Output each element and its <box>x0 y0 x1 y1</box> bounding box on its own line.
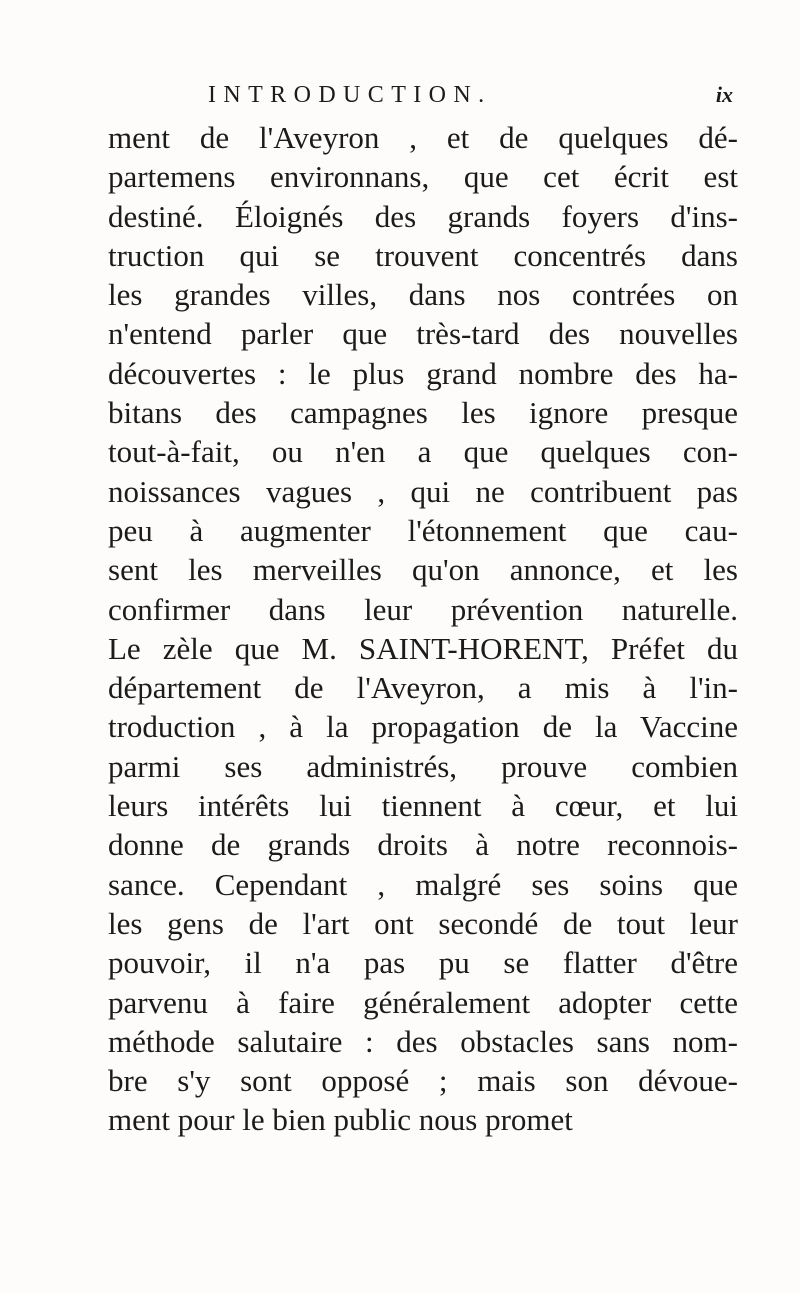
text-line-6: n'entend parler que très-tard des nouvelles <box>108 316 738 352</box>
text-line-3: destiné. Éloignés des grands foyers d'ins- <box>108 198 738 234</box>
page-number: ix <box>715 82 733 107</box>
page-header <box>208 78 733 112</box>
text-line-16: troduction , à la propagation de la Vaccine <box>108 709 738 745</box>
text-line-4: truction qui se trouvent concentrés dans <box>108 237 738 273</box>
text-line-26: ment pour le bien public nous promet <box>108 1102 573 1138</box>
text-line-1: ment de l'Aveyron , et de quelques dé- <box>108 120 738 155</box>
text-line-5: les grandes villes, dans nos contrées on <box>108 277 738 313</box>
text-line-11: peu à augmenter l'étonnement que cau- <box>108 512 738 548</box>
text-line-20: sance. Cependant , malgré ses soins que <box>108 866 738 902</box>
text-line-2: partemens environnans, que cet écrit est <box>108 159 738 195</box>
text-line-14: Le zèle que M. SAINT-HORENT, Préfet du <box>108 630 738 666</box>
text-line-15: département de l'Aveyron, a mis à l'in- <box>108 670 738 706</box>
text-line-12: sent les merveilles qu'on annonce, et les <box>108 552 738 588</box>
text-line-8: bitans des campagnes les ignore presque <box>108 395 738 431</box>
text-line-10: noissances vagues , qui ne contribuent pas <box>108 473 738 509</box>
running-title: INTRODUCTION. <box>208 82 492 108</box>
text-line-21: les gens de l'art ont secondé de tout leur <box>108 905 738 941</box>
body-text <box>108 118 738 1140</box>
text-line-25: bre s'y sont opposé ; mais son dévoue- <box>108 1063 738 1099</box>
text-line-19: donne de grands droits à notre reconnois- <box>108 827 738 863</box>
text-line-23: parvenu à faire généralement adopter cette <box>108 984 738 1020</box>
text-line-24: méthode salutaire : des obstacles sans nom- <box>108 1023 738 1059</box>
text-line-7: découvertes : le plus grand nombre des ha- <box>108 355 738 391</box>
text-line-18: leurs intérêts lui tiennent à cœur, et lui <box>108 788 738 824</box>
text-line-13: confirmer dans leur prévention naturelle. <box>108 591 738 627</box>
text-line-9: tout-à-fait, ou n'en a que quelques con- <box>108 434 738 470</box>
text-line-22: pouvoir, il n'a pas pu se flatter d'être <box>108 945 738 981</box>
text-line-17: parmi ses administrés, prouve combien <box>108 748 738 784</box>
